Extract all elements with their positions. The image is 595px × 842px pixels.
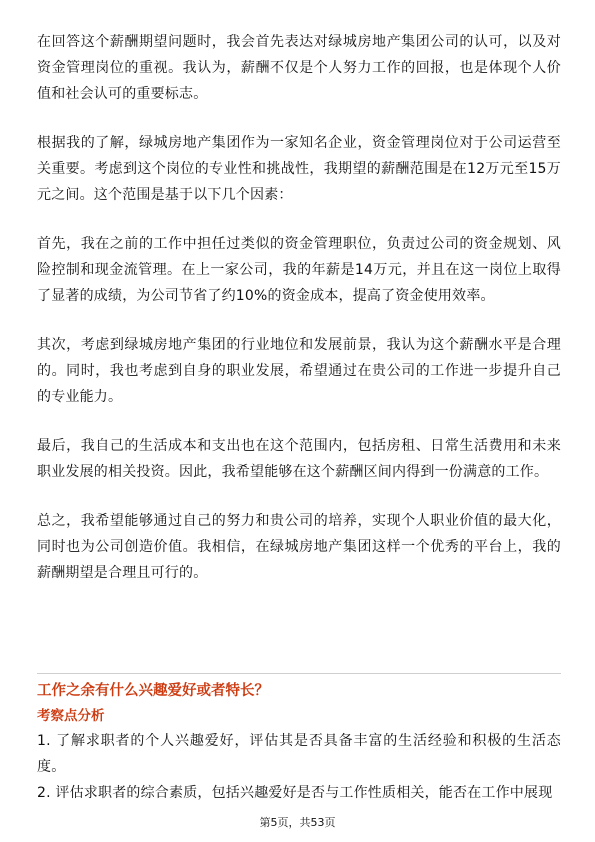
page-number-footer: 第5页，共53页 <box>259 816 336 829</box>
answer-paragraph-3: 首先，我在之前的工作中担任过类似的资金管理职位，负责过公司的资金规划、风险控制和现金流管理。在上一家公司，我的年薪是14万元，并且在这一岗位上取得了显著的成绩，为公司节省了约10%的资金成本，提高了资金使用效率。 <box>37 236 561 304</box>
analysis-item-1: 1. 了解求职者的个人兴趣爱好，评估其是否具备丰富的生活经验和积极的生活态度。 <box>37 733 561 775</box>
answer-paragraph-6: 总之，我希望能够通过自己的努力和贵公司的培养，实现个人职业价值的最大化，同时也为公司创造价值。我相信，在绿城房地产集团这样一个优秀的平台上，我的薪酬期望是合理且可行的。 <box>37 513 561 581</box>
answer-paragraph-5: 最后，我自己的生活成本和支出也在这个范围内，包括房租、日常生活费用和未来职业发展的相关投资。因此，我希望能够在这个薪酬区间内得到一份满意的工作。 <box>37 438 561 480</box>
analysis-subheading: 考察点分析 <box>37 708 105 724</box>
question-heading: 工作之余有什么兴趣爱好或者特长？ <box>37 683 269 699</box>
answer-paragraph-4: 其次，考虑到绿城房地产集团的行业地位和发展前景，我认为这个薪酬水平是合理的。同时，我也考虑到自身的职业发展，希望通过在贵公司的工作进一步提升自己的专业能力。 <box>37 337 561 405</box>
analysis-item-2: 2. 评估求职者的综合素质，包括兴趣爱好是否与工作性质相关，能否在工作中展现 <box>37 785 553 801</box>
answer-paragraph-1: 在回答这个薪酬期望问题时，我会首先表达对绿城房地产集团公司的认可，以及对资金管理岗位的重视。我认为，薪酬不仅是个人努力工作的回报，也是体现个人价值和社会认可的重要标志。 <box>37 34 561 102</box>
section-divider <box>37 673 561 674</box>
next-question-section <box>37 678 561 806</box>
answer-paragraph-2: 根据我的了解，绿城房地产集团作为一家知名企业，资金管理岗位对于公司运营至关重要。考虑到这个岗位的专业性和挑战性，我期望的薪酬范围是在12万元至15万元之间。这个范围是基于以下几个因素： <box>37 135 561 203</box>
answer-body <box>37 29 561 609</box>
